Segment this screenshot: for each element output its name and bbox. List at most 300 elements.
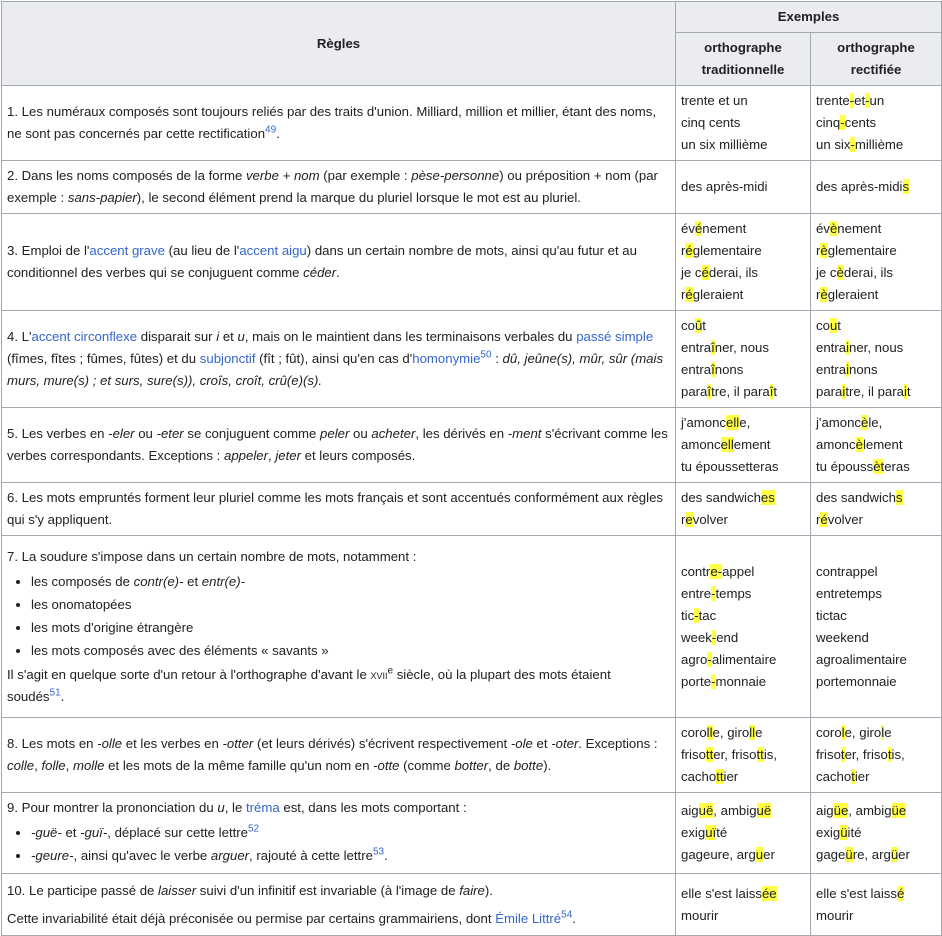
text-fragment: , ainsi qu'avec le verbe bbox=[73, 848, 211, 863]
highlighted-letters: i bbox=[846, 340, 849, 355]
text-fragment: arguer bbox=[210, 848, 250, 863]
example-line bbox=[816, 627, 936, 649]
rule-bullet-item bbox=[31, 593, 670, 616]
highlighted-letters: - bbox=[840, 115, 845, 130]
text-fragment: r bbox=[816, 512, 821, 527]
text-fragment: pèse-personne bbox=[411, 168, 500, 183]
table-row bbox=[2, 161, 942, 214]
text-fragment: exig bbox=[681, 825, 706, 840]
text-fragment: coro bbox=[816, 725, 842, 740]
text-fragment: elle s'est laiss bbox=[816, 885, 897, 901]
example-line bbox=[681, 240, 805, 262]
text-fragment: év bbox=[681, 221, 695, 236]
example-line bbox=[681, 800, 805, 822]
table-header bbox=[2, 2, 942, 86]
text-fragment: botter bbox=[454, 758, 489, 773]
text-fragment: -eter bbox=[156, 426, 184, 441]
highlighted-letters: - bbox=[694, 607, 699, 623]
text-fragment: 3. Emploi de l' bbox=[7, 243, 90, 258]
text-fragment: entre bbox=[681, 585, 712, 601]
example-line bbox=[816, 381, 936, 403]
text-fragment: er bbox=[898, 847, 910, 862]
text-fragment: lement bbox=[862, 437, 903, 452]
example-line bbox=[681, 456, 805, 478]
example-line bbox=[681, 822, 805, 844]
wiki-link[interactable]: tréma bbox=[246, 800, 280, 815]
header-rect-line1: orthographe bbox=[837, 40, 915, 55]
highlighted-letters: es bbox=[760, 490, 775, 505]
example-rectifiee-cell bbox=[811, 408, 942, 483]
text-fragment: eras bbox=[884, 459, 910, 474]
example-line bbox=[816, 583, 936, 605]
example-line bbox=[681, 583, 805, 605]
highlighted-letters: s bbox=[895, 490, 903, 505]
highlighted-letters: tt bbox=[705, 747, 714, 762]
text-fragment: ement bbox=[733, 437, 771, 452]
header-rectifiee bbox=[811, 33, 942, 86]
header-trad-line2: traditionnelle bbox=[701, 62, 785, 77]
highlighted-letters: é bbox=[694, 221, 703, 236]
text-fragment: 6. Les mots empruntés forment leur pluriel comme les mots français et sont accentués conformément aux règles qui s'y appliquent. bbox=[7, 490, 664, 527]
text-fragment: céder bbox=[303, 265, 337, 280]
highlighted-letters: e bbox=[685, 512, 693, 527]
example-line bbox=[681, 218, 805, 240]
text-fragment: para bbox=[681, 384, 708, 399]
text-fragment: ité bbox=[847, 825, 862, 840]
example-line bbox=[816, 800, 936, 822]
highlighted-letters: t bbox=[851, 769, 855, 784]
example-line bbox=[816, 766, 936, 788]
wiki-link[interactable]: homonymie bbox=[412, 351, 481, 366]
text-fragment: amonc bbox=[816, 437, 856, 452]
highlighted-letters: l bbox=[841, 725, 845, 740]
text-fragment: je c bbox=[816, 265, 837, 280]
highlighted-letters: î bbox=[769, 384, 774, 399]
footnote-ref-link[interactable]: 49 bbox=[265, 124, 277, 136]
text-fragment: les onomatopées bbox=[31, 596, 132, 612]
text-fragment: nons bbox=[714, 362, 744, 377]
text-fragment: r bbox=[681, 512, 686, 527]
text-fragment: glementaire bbox=[692, 243, 762, 258]
text-fragment: est, dans les mots comportant : bbox=[279, 800, 467, 815]
example-traditionnelle-cell bbox=[676, 793, 811, 874]
example-line bbox=[681, 434, 805, 456]
footnote-ref-link[interactable]: 53 bbox=[372, 846, 385, 858]
highlighted-letters: é bbox=[820, 512, 828, 527]
highlighted-letters: u bbox=[755, 847, 764, 862]
example-line bbox=[816, 649, 936, 671]
example-line bbox=[816, 315, 936, 337]
wiki-link[interactable]: accent aigu bbox=[239, 243, 307, 258]
example-line bbox=[681, 605, 805, 627]
highlighted-letters: u bbox=[829, 318, 838, 333]
highlighted-letters: tt bbox=[756, 747, 764, 762]
text-fragment: , bbox=[267, 448, 276, 463]
text-fragment: glementaire bbox=[827, 243, 897, 258]
highlighted-letters: è bbox=[836, 265, 844, 280]
text-fragment: tre, il para bbox=[845, 384, 904, 399]
text-fragment: entretemps bbox=[816, 585, 882, 601]
rule-text bbox=[7, 326, 670, 392]
text-fragment: is, bbox=[763, 747, 778, 762]
rule-text bbox=[7, 423, 670, 467]
example-line bbox=[816, 112, 936, 134]
text-fragment: disparait sur bbox=[137, 329, 217, 344]
text-fragment: j'amonc bbox=[681, 415, 727, 430]
text-fragment: contr(e)- bbox=[133, 573, 184, 589]
rule-text bbox=[7, 240, 670, 284]
text-fragment: u bbox=[237, 329, 245, 344]
example-traditionnelle-cell bbox=[676, 311, 811, 408]
example-line bbox=[681, 561, 805, 583]
text-fragment: co bbox=[681, 318, 695, 333]
rule-outro bbox=[7, 664, 670, 708]
text-fragment: tu épouss bbox=[816, 459, 874, 474]
wiki-link[interactable]: passé simple bbox=[576, 329, 654, 344]
text-fragment: Il s'agit en quelque sorte d'un retour à l'orthographe d'avant le bbox=[7, 666, 371, 682]
highlighted-letters: é bbox=[701, 265, 709, 280]
text-fragment: millième bbox=[854, 137, 904, 152]
example-line bbox=[681, 412, 805, 434]
example-line bbox=[681, 883, 805, 905]
text-fragment: 5. Les verbes en bbox=[7, 426, 109, 441]
rule-cell bbox=[2, 793, 676, 874]
example-traditionnelle-cell bbox=[676, 536, 811, 718]
text-fragment: ) ou préposition + nom (par exemple : bbox=[7, 168, 658, 205]
text-fragment: -oter bbox=[551, 736, 579, 751]
example-rectifiee-cell bbox=[811, 214, 942, 311]
example-line bbox=[816, 412, 936, 434]
text-fragment: cinq bbox=[816, 115, 841, 130]
text-fragment: 7. La soudure s'impose dans un certain nombre de mots, notamment : bbox=[7, 548, 417, 564]
text-fragment: . bbox=[572, 910, 576, 926]
wiki-link[interactable]: accent circonflexe bbox=[31, 329, 138, 344]
text-fragment: 1. Les numéraux composés sont toujours reliés par des traits d'union. Milliard, million et millier, étant des noms, ne sont pas concernés par cette rectification bbox=[7, 104, 657, 141]
text-fragment: e, giro bbox=[712, 725, 750, 740]
example-line bbox=[816, 134, 936, 156]
text-fragment: un six bbox=[816, 137, 851, 152]
text-fragment: té bbox=[716, 825, 728, 840]
example-line bbox=[681, 744, 805, 766]
text-fragment: le, bbox=[868, 415, 883, 430]
table-row bbox=[2, 718, 942, 793]
text-fragment: er bbox=[763, 847, 775, 862]
text-fragment: les mots d'origine étrangère bbox=[31, 619, 194, 635]
text-fragment: monnaie bbox=[715, 673, 767, 689]
text-fragment: contr bbox=[681, 563, 711, 579]
highlighted-letters: - bbox=[849, 93, 855, 108]
footnote-ref-link[interactable]: 50 bbox=[480, 349, 492, 361]
text-fragment: 8. Les mots en bbox=[7, 736, 98, 751]
text-fragment: , ambig bbox=[713, 803, 757, 818]
text-fragment: mourir bbox=[816, 907, 854, 923]
text-fragment: : bbox=[491, 351, 503, 366]
text-fragment: des après-midi bbox=[816, 179, 903, 194]
text-fragment: , de bbox=[488, 758, 514, 773]
wiki-link[interactable]: Émile Littré bbox=[495, 910, 562, 926]
text-fragment: tu époussetteras bbox=[681, 459, 779, 474]
highlighted-letters: î bbox=[711, 340, 715, 355]
example-traditionnelle-cell bbox=[676, 161, 811, 214]
example-line bbox=[681, 337, 805, 359]
table-row bbox=[2, 408, 942, 483]
highlighted-letters: - bbox=[711, 629, 717, 645]
example-rectifiee-cell bbox=[811, 483, 942, 536]
example-line bbox=[816, 218, 936, 240]
highlighted-letters: è bbox=[861, 415, 869, 430]
example-traditionnelle-cell bbox=[676, 408, 811, 483]
table-row bbox=[2, 536, 942, 718]
text-fragment: cinq cents bbox=[681, 115, 741, 130]
text-fragment: et bbox=[219, 329, 238, 344]
text-fragment: (fît ; fût), ainsi qu'en cas d' bbox=[255, 351, 413, 366]
text-fragment: gageure, arg bbox=[681, 847, 756, 862]
highlighted-letters: t bbox=[887, 747, 892, 762]
rule-bullet-item bbox=[31, 570, 670, 593]
text-fragment: 10. Le participe passé de bbox=[7, 882, 159, 898]
highlighted-letters: ell bbox=[720, 437, 734, 452]
highlighted-letters: î bbox=[711, 362, 715, 377]
rule-cell bbox=[2, 483, 676, 536]
highlighted-letters: l bbox=[881, 725, 885, 740]
text-fragment: entra bbox=[816, 362, 847, 377]
text-fragment: des sandwich bbox=[816, 490, 896, 505]
example-line bbox=[816, 240, 936, 262]
text-fragment: , le bbox=[224, 800, 246, 815]
text-fragment: friso bbox=[681, 747, 706, 762]
text-fragment: entr(e)- bbox=[201, 573, 246, 589]
text-fragment: entra bbox=[816, 340, 847, 355]
text-fragment: coro bbox=[681, 725, 707, 740]
rule-cell bbox=[2, 311, 676, 408]
highlighted-letters: é bbox=[896, 885, 905, 901]
example-line bbox=[681, 487, 805, 509]
example-traditionnelle-cell bbox=[676, 874, 811, 936]
highlighted-letters: - bbox=[711, 585, 716, 601]
footnote-ref-link[interactable]: 54 bbox=[561, 909, 573, 921]
example-line bbox=[681, 176, 805, 198]
table-row bbox=[2, 874, 942, 936]
highlighted-letters: ü bbox=[890, 847, 899, 862]
example-traditionnelle-cell bbox=[676, 483, 811, 536]
text-fragment: alimentaire bbox=[711, 651, 777, 667]
text-fragment: ). bbox=[484, 882, 493, 898]
text-fragment: t bbox=[773, 384, 778, 399]
example-line bbox=[816, 456, 936, 478]
example-rectifiee-cell bbox=[811, 718, 942, 793]
header-regles: Règles bbox=[2, 2, 676, 86]
highlighted-letters: è bbox=[829, 221, 838, 236]
text-fragment: exig bbox=[816, 825, 841, 840]
text-fragment: amonc bbox=[681, 437, 721, 452]
example-traditionnelle-cell bbox=[676, 718, 811, 793]
text-fragment: acheter bbox=[371, 426, 416, 441]
example-line bbox=[816, 561, 936, 583]
text-fragment: aig bbox=[816, 803, 834, 818]
text-fragment: . bbox=[276, 126, 280, 141]
text-fragment: cacho bbox=[816, 769, 852, 784]
text-fragment: t bbox=[702, 318, 706, 333]
text-fragment: entra bbox=[681, 362, 712, 377]
text-fragment: agro bbox=[681, 651, 708, 667]
text-fragment: -olle bbox=[97, 736, 123, 751]
text-fragment: . bbox=[60, 688, 65, 704]
highlighted-letters: uë bbox=[698, 803, 714, 818]
wiki-link[interactable]: accent grave bbox=[89, 243, 165, 258]
text-fragment: e, giro bbox=[844, 725, 882, 740]
text-fragment: , bbox=[65, 758, 73, 773]
text-fragment: cacho bbox=[681, 769, 717, 784]
text-fragment: weekend bbox=[816, 629, 869, 645]
header-rect-line2: rectifiée bbox=[850, 62, 902, 77]
table-row bbox=[2, 214, 942, 311]
text-fragment: tre, il para bbox=[711, 384, 770, 399]
rule-bullet-item bbox=[31, 639, 670, 662]
example-line bbox=[681, 112, 805, 134]
text-fragment: u bbox=[217, 800, 225, 815]
text-fragment: un bbox=[869, 93, 885, 108]
text-fragment: siècle, où la plupart des mots étaient soudés bbox=[7, 666, 611, 704]
text-fragment: cents bbox=[844, 115, 877, 130]
rectifications-table bbox=[1, 1, 942, 936]
text-fragment: derai, ils bbox=[843, 265, 893, 280]
rule-cell bbox=[2, 718, 676, 793]
text-fragment: tic bbox=[681, 607, 695, 623]
example-line bbox=[816, 337, 936, 359]
rule-intro bbox=[7, 546, 670, 568]
text-fragment: les mots composés avec des éléments « savants » bbox=[31, 642, 329, 658]
rule-cell bbox=[2, 536, 676, 718]
example-line bbox=[816, 722, 936, 744]
table-row bbox=[2, 86, 942, 161]
highlighted-letters: è bbox=[820, 287, 828, 302]
text-fragment: molle bbox=[72, 758, 105, 773]
rule-intro bbox=[7, 880, 670, 902]
text-fragment: et bbox=[854, 93, 866, 108]
highlighted-letters: ll bbox=[749, 725, 756, 740]
text-fragment: gage bbox=[816, 847, 846, 862]
text-fragment: , ambig bbox=[848, 803, 892, 818]
text-fragment: portemonnaie bbox=[816, 673, 897, 689]
text-fragment: e bbox=[755, 725, 763, 740]
table-row bbox=[2, 311, 942, 408]
text-fragment: les composés de bbox=[31, 573, 134, 589]
table-row bbox=[2, 793, 942, 874]
text-fragment: . bbox=[336, 265, 340, 280]
example-line bbox=[681, 284, 805, 306]
rule-text bbox=[7, 165, 670, 209]
text-fragment: e bbox=[884, 725, 892, 740]
example-line bbox=[816, 605, 936, 627]
highlighted-letters: - bbox=[707, 651, 712, 667]
text-fragment: tac bbox=[698, 607, 717, 623]
highlighted-letters: - bbox=[711, 673, 716, 689]
text-fragment: ier bbox=[723, 769, 739, 784]
text-fragment: . Exceptions : bbox=[578, 736, 658, 751]
text-fragment: se conjuguent comme bbox=[183, 426, 321, 441]
highlighted-letters: - bbox=[850, 137, 855, 152]
text-fragment: derai, ils bbox=[708, 265, 758, 280]
example-line bbox=[816, 284, 936, 306]
example-line bbox=[681, 671, 805, 693]
text-fragment: , rajouté à cette lettre bbox=[249, 848, 373, 863]
text-fragment: faire bbox=[459, 882, 485, 898]
wiki-link[interactable]: subjonctif bbox=[199, 351, 256, 366]
text-fragment: 9. Pour montrer la prononciation du bbox=[7, 800, 218, 815]
example-line bbox=[681, 359, 805, 381]
header-trad-line1: orthographe bbox=[704, 40, 782, 55]
table-row bbox=[2, 483, 942, 536]
text-fragment: ner, nous bbox=[714, 340, 769, 355]
rule-bullet-item bbox=[31, 844, 670, 867]
text-fragment: laisser bbox=[158, 882, 197, 898]
footnote-ref-link[interactable]: 51 bbox=[49, 687, 61, 699]
text-fragment: ner, nous bbox=[849, 340, 904, 355]
example-rectifiee-cell bbox=[811, 536, 942, 718]
example-line bbox=[816, 671, 936, 693]
text-fragment: je c bbox=[681, 265, 702, 280]
text-fragment: t bbox=[906, 384, 911, 399]
text-fragment: jeter bbox=[275, 448, 301, 463]
rule-cell bbox=[2, 408, 676, 483]
text-fragment: temps bbox=[715, 585, 752, 601]
highlighted-letters: e- bbox=[710, 563, 723, 579]
example-line bbox=[816, 844, 936, 866]
text-fragment: et les verbes en bbox=[122, 736, 223, 751]
text-fragment: ou bbox=[349, 426, 372, 441]
text-fragment: des sandwich bbox=[681, 490, 761, 505]
highlighted-letters: è bbox=[820, 243, 828, 258]
text-fragment: entra bbox=[681, 340, 712, 355]
text-fragment: i bbox=[216, 329, 220, 344]
text-fragment: gleraient bbox=[692, 287, 744, 302]
text-fragment: un six millième bbox=[681, 137, 768, 152]
text-fragment: , mais on le maintient dans les terminaisons verbales du bbox=[244, 329, 577, 344]
text-fragment: agroalimentaire bbox=[816, 651, 907, 667]
rule-text bbox=[7, 733, 670, 777]
text-fragment: volver bbox=[692, 512, 728, 527]
text-fragment: re, arg bbox=[852, 847, 891, 862]
text-fragment: des après-midi bbox=[681, 179, 768, 194]
text-fragment: e bbox=[387, 665, 394, 677]
text-fragment: friso bbox=[816, 747, 841, 762]
rule-text bbox=[7, 101, 670, 145]
highlighted-letters: i bbox=[842, 384, 846, 399]
text-fragment: (au lieu de l' bbox=[164, 243, 240, 258]
text-fragment: r bbox=[681, 243, 686, 258]
text-fragment: para bbox=[816, 384, 843, 399]
footnote-ref-link[interactable]: 52 bbox=[248, 823, 260, 835]
text-fragment: dû, jeûne(s), mûr, sûr (mais murs, mure(s) ; et surs, sure(s)), croîs, croît, crû(e)(s). bbox=[7, 351, 664, 388]
example-traditionnelle-cell bbox=[676, 214, 811, 311]
text-fragment: aig bbox=[681, 803, 699, 818]
rule-bullet-item bbox=[31, 616, 670, 639]
text-fragment: 4. L' bbox=[7, 329, 32, 344]
highlighted-letters: - bbox=[865, 93, 870, 108]
example-traditionnelle-cell bbox=[676, 86, 811, 161]
example-line bbox=[816, 434, 936, 456]
example-line bbox=[681, 766, 805, 788]
example-line bbox=[816, 262, 936, 284]
text-fragment: trente et un bbox=[681, 93, 748, 108]
text-fragment: ) dans un certain nombre de mots, ainsi qu'au futur et au conditionnel des verbes qui se conjuguent comme bbox=[7, 243, 637, 280]
rule-text bbox=[7, 487, 670, 531]
highlighted-letters: i bbox=[846, 362, 849, 377]
highlighted-letters: î bbox=[707, 384, 712, 399]
header-exemples: Exemples bbox=[676, 2, 942, 33]
highlighted-letters: ell bbox=[726, 415, 740, 430]
text-fragment: (et leurs dérivés) s'écrivent respectivement bbox=[253, 736, 511, 751]
